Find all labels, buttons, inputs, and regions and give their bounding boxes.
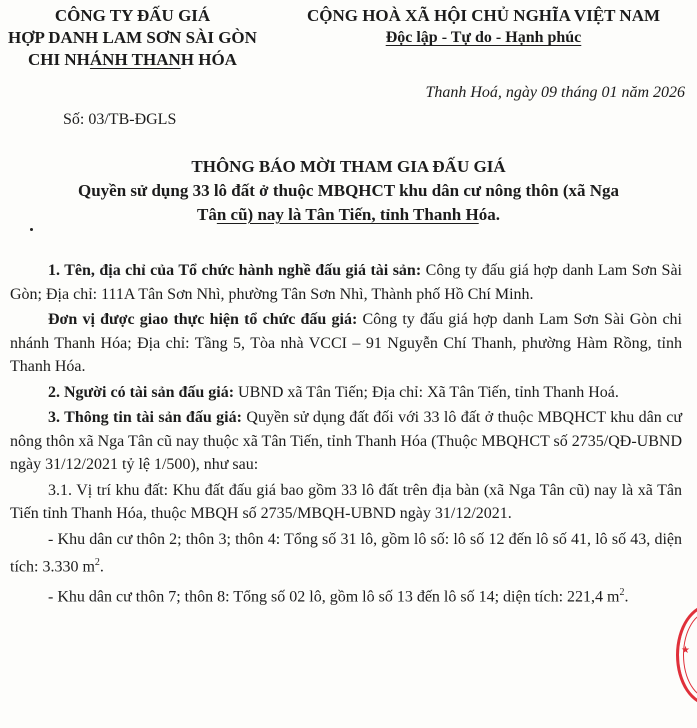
- document-title: [0, 155, 697, 227]
- section-2: 2. Người có tài sản đấu giá: UBND xã Tân Tiến; Địa chỉ: Xã Tân Tiến, tỉnh Thanh Hoá.: [48, 383, 619, 401]
- date-line: Thanh Hoá, ngày 09 tháng 01 năm 2026: [425, 84, 685, 101]
- national-header: [270, 5, 697, 49]
- section-3-1: 3.1. Vị trí khu đất: Khu đất đấu giá bao gồm 33 lô đất trên địa bàn (xã Nga Tân cũ) nay là xã Tân Tiến tỉnh Thanh Hóa, thuộc MBQH số 2735/MBQH-UBND ngày 31/12/2021.: [10, 481, 682, 522]
- document-body: [10, 259, 682, 611]
- area-bullet-2: - Khu dân cư thôn 7; thôn 8: Tổng số 02 lô, gồm lô số 13 đến lô số 14; diện tích: 221,4 $m^2$.: [48, 586, 629, 606]
- issuer-header: [0, 5, 265, 71]
- title-heading: THÔNG BÁO MỜI THAM GIA ĐẤU GIÁ: [191, 157, 506, 176]
- section-3: 3. Thông tin tài sản đấu giá: Quyền sử dụng đất đối với 33 lô đất ở thuộc MBQHCT khu dân cư nông thôn xã Nga Tân cũ nay thuộc xã Tân Tiến, tỉnh Thanh Hóa (Thuộc MBQHCT số 2735/QĐ-UBND ngày 31/12/2021 tỷ lệ 1/500), như sau:: [10, 409, 682, 473]
- red-seal-stamp: [676, 604, 697, 706]
- country-name: CỘNG HOÀ XÃ HỘI CHỦ NGHĨA VIỆT NAM: [306, 6, 661, 25]
- area-bullet-1: - Khu dân cư thôn 2; thôn 3; thôn 4: Tổng số 31 lô, gồm lô số: lô số 12 đến lô số 41, lô số 43, diện tích: 3.330 $m^2$.: [10, 530, 682, 576]
- star-icon: ★: [681, 645, 690, 656]
- issuer-line-1: CÔNG TY ĐẤU GIÁ: [54, 6, 211, 25]
- section-executing-unit: Đơn vị được giao thực hiện tổ chức đấu giá: Công ty đấu giá hợp danh Lam Sơn Sài Gòn chi nhánh Thanh Hóa; Địa chỉ: Tầng 5, Tòa nhà VCCI – 91 Nguyễn Chí Thanh, phường Hàm Rồng, tỉnh Thanh Hóa.: [10, 311, 682, 375]
- title-subtitle-1: Quyền sử dụng 33 lô đất ở thuộc MBQHCT khu dân cư nông thôn (xã Nga: [77, 181, 620, 200]
- issuer-line-3: CHI NHÁNH THANH HÓA: [28, 50, 237, 69]
- section-1: 1. Tên, địa chỉ của Tổ chức hành nghề đấu giá tài sản: Công ty đấu giá hợp danh Lam Sơn Sài Gòn; Địa chỉ: 111A Tân Sơn Nhì, phường Tân Sơn Nhì, Thành phố Hồ Chí Minh.: [10, 262, 683, 303]
- national-motto: Độc lập - Tự do - Hạnh phúc: [385, 29, 582, 46]
- issuer-line-2: HỢP DANH LAM SƠN SÀI GÒN: [8, 28, 257, 47]
- title-subtitle-2: Tân cũ) nay là Tân Tiến, tỉnh Thanh Hóa.: [197, 205, 500, 224]
- document-number: Số: 03/TB-ĐGLS: [63, 111, 177, 128]
- scan-speck: [30, 228, 33, 231]
